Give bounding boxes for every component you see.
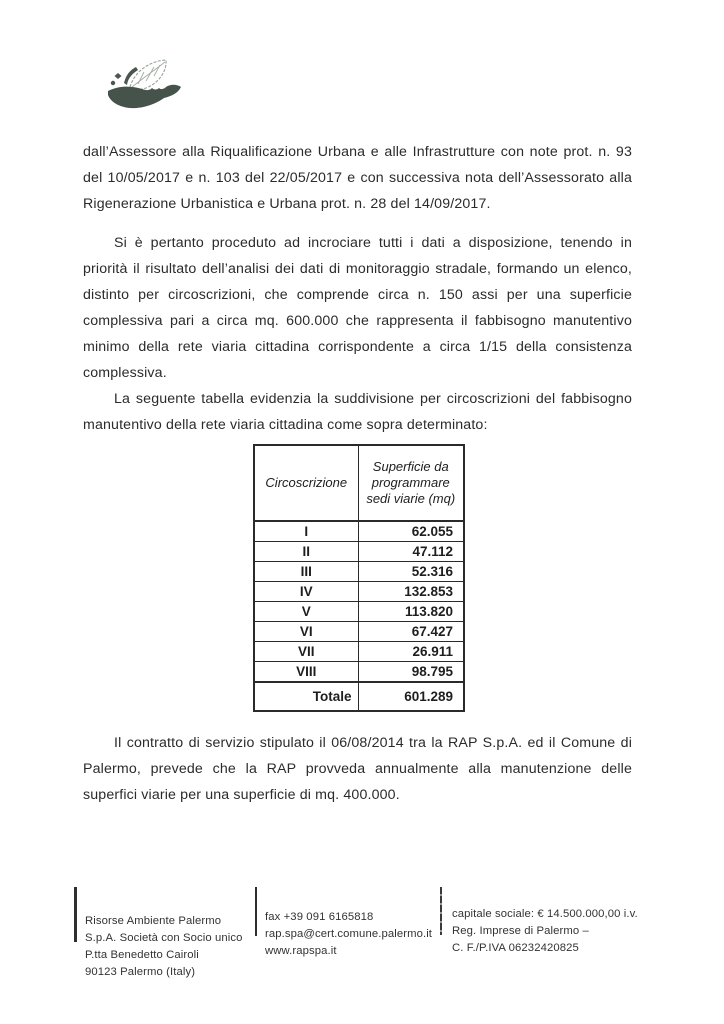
superficie-cell: 52.316	[358, 562, 464, 582]
fabbisogno-table	[253, 444, 465, 712]
footer-line: 90123 Palermo (Italy)	[85, 966, 196, 978]
table-row	[254, 662, 464, 683]
total-value: 601.289	[358, 682, 464, 711]
footer-line: www.rapspa.it	[265, 945, 337, 957]
circoscrizione-cell: VII	[254, 642, 358, 662]
footer-line: fax +39 091 6165818	[265, 911, 374, 923]
footer-line: rap.spa@cert.comune.palermo.it	[265, 928, 433, 940]
text-line: del 10/05/2017 e n. 103 del 22/05/2017 e con successiva nota dell’Assessorato alla	[83, 170, 632, 186]
circoscrizione-cell: I	[254, 521, 358, 542]
circoscrizione-cell: VIII	[254, 662, 358, 683]
table-total-row	[254, 682, 464, 711]
footer-line: P.tta Benedetto Cairoli	[85, 949, 199, 961]
col-header-circoscrizione: Circoscrizione	[254, 445, 358, 521]
col-header-superficie: Superficie da programmare sedi viarie (mq)	[358, 445, 464, 521]
footer-line: Reg. Imprese di Palermo –	[452, 925, 589, 937]
footer-company-info	[85, 913, 242, 981]
circoscrizione-cell: III	[254, 562, 358, 582]
table-row	[254, 542, 464, 562]
text-line: superfici viarie per una superficie di mq. 400.000.	[83, 787, 400, 803]
table-header-row	[254, 445, 464, 521]
text-line: La seguente tabella evidenzia la suddivisione per circoscrizioni del fabbisogno	[114, 391, 632, 407]
superficie-cell: 62.055	[358, 521, 464, 542]
table-row	[254, 521, 464, 542]
text-line: priorità il risultato dell’analisi dei dati di monitoraggio stradale, formando un elenco,	[83, 261, 632, 277]
text-line: distinto per circoscrizioni, che comprende circa n. 150 assi per una superficie	[83, 287, 632, 303]
footer-line: C. F./P.IVA 06232420825	[452, 942, 579, 954]
superficie-cell: 113.820	[358, 602, 464, 622]
superficie-cell: 47.112	[358, 542, 464, 562]
table-row	[254, 562, 464, 582]
text-line: complessiva pari a circa mq. 600.000 che rappresenta il fabbisogno manutentivo	[83, 313, 632, 329]
superficie-cell: 26.911	[358, 642, 464, 662]
text-line: manutentivo della rete viaria cittadina come sopra determinato:	[83, 417, 488, 433]
paragraph-1	[83, 139, 632, 217]
superficie-cell: 98.795	[358, 662, 464, 683]
circoscrizione-cell: IV	[254, 582, 358, 602]
footer-divider	[255, 887, 257, 936]
text-line: dall’Assessore alla Riqualificazione Urbana e alle Infrastrutture con note prot. n. 93	[83, 144, 632, 160]
circoscrizione-cell: VI	[254, 622, 358, 642]
circoscrizione-cell: V	[254, 602, 358, 622]
text-line: minimo della rete viaria cittadina corrispondente a circa 1/15 della consistenza	[83, 339, 632, 355]
table-row	[254, 622, 464, 642]
footer-legal-info	[452, 906, 638, 957]
superficie-cell: 132.853	[358, 582, 464, 602]
paragraph-2	[83, 230, 632, 386]
total-label: Totale	[254, 682, 358, 711]
footer-line: Risorse Ambiente Palermo	[85, 915, 222, 927]
footer-contact-info	[265, 909, 432, 960]
rap-logo	[104, 56, 199, 120]
table-row	[254, 582, 464, 602]
footer-divider	[440, 887, 442, 935]
paragraph-3	[83, 386, 632, 438]
circoscrizione-cell: II	[254, 542, 358, 562]
text-line: Il contratto di servizio stipulato il 06/08/2014 tra la RAP S.p.A. ed il Comune di	[114, 735, 632, 751]
table-row	[254, 602, 464, 622]
footer-line: capitale sociale: € 14.500.000,00 i.v.	[452, 908, 638, 920]
hand-leaf-icon	[104, 56, 199, 120]
table-row	[254, 642, 464, 662]
paragraph-4	[83, 730, 632, 808]
text-line: complessiva.	[83, 365, 167, 381]
footer-line: S.p.A. Società con Socio unico	[85, 932, 243, 944]
footer-divider	[74, 887, 77, 942]
text-line: Si è pertanto proceduto ad incrociare tutti i dati a disposizione, tenendo in	[114, 235, 632, 251]
text-line: Rigenerazione Urbanistica e Urbana prot. n. 28 del 14/09/2017.	[83, 196, 491, 212]
superficie-cell: 67.427	[358, 622, 464, 642]
text-line: Palermo, prevede che la RAP provveda annualmente alla manutenzione delle	[83, 761, 632, 777]
